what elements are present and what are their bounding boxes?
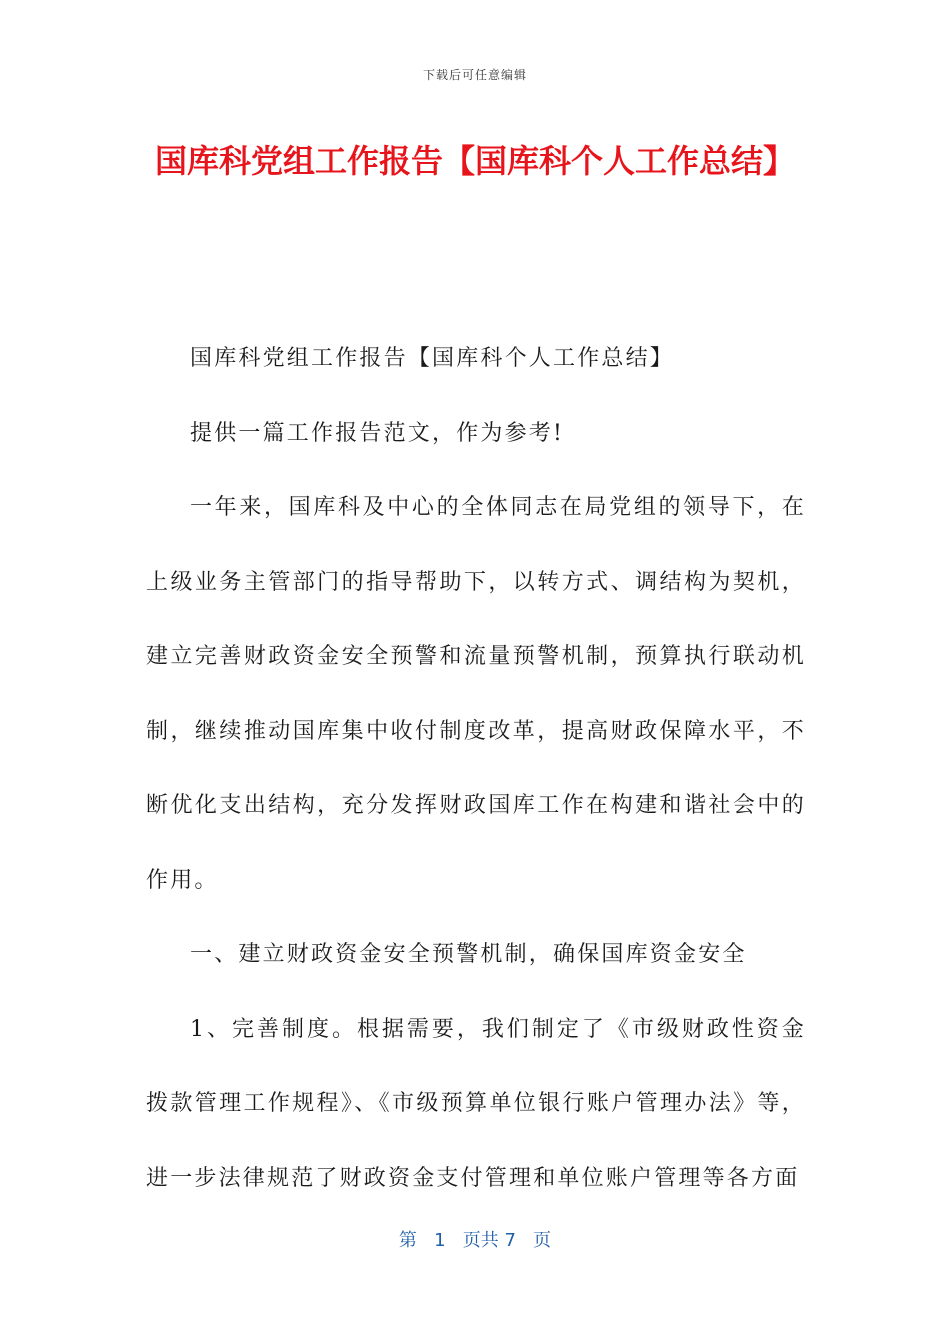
document-body bbox=[146, 322, 806, 1216]
footer-suffix: 页 bbox=[533, 1230, 552, 1251]
page-footer bbox=[0, 1226, 950, 1252]
paragraph-intro: 提供一篇工作报告范文，作为参考! bbox=[190, 420, 565, 446]
footer-prefix: 第 bbox=[398, 1230, 417, 1251]
section-heading-1: 一、建立财政资金安全预警机制，确保国库资金安全 bbox=[190, 942, 747, 967]
document-title: 国库科党组工作报告【国库科个人工作总结】 bbox=[154, 142, 795, 180]
paragraph-repeat-title: 国库科党组工作报告【国库科个人工作总结】 bbox=[190, 346, 675, 371]
footer-current-page: 1 bbox=[434, 1230, 446, 1251]
paragraph-summary: 一年来，国库科及中心的全体同志在局党组的领导下，在上级业务主管部门的指导帮助下，以转方式、调结构为契机，建立完善财政资金安全预警和流量预警机制，预算执行联动机制，继续推动国库集中收付制度改革，提高财政保障水平，不断优化支出结构，充分发挥财政国库工作在构建和谐社会中的作用。 bbox=[146, 495, 806, 893]
footer-total-pages: 7 bbox=[504, 1230, 516, 1251]
header-note: 下载后可任意编辑 bbox=[422, 68, 527, 82]
footer-middle: 页共 bbox=[462, 1230, 499, 1251]
paragraph-item-1: 1、完善制度。根据需要，我们制定了《市级财政性资金拨款管理工作规程》、《市级预算单位银行账户管理办法》等，进一步法律规范了财政资金支付管理和单位账户管理等各方面 bbox=[146, 1016, 806, 1191]
